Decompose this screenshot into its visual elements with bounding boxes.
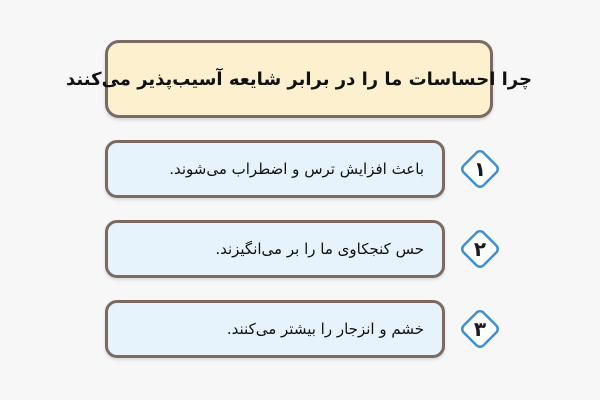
badge-number: ۳ [473,317,487,341]
item-text: باعث افزایش ترس و اضطراب می‌شوند. [169,160,424,178]
number-badge [456,305,504,353]
item-card [105,140,445,198]
item-card [105,300,445,358]
item-text: خشم و انزجار را بیشتر می‌کنند. [226,320,424,338]
list-item [105,140,495,200]
list-item [105,300,495,360]
badge-number: ۱ [473,157,487,181]
title-card [66,40,532,118]
item-card [105,220,445,278]
number-badge [456,225,504,273]
title-text: چرا احساسات ما را در برابر شایعه آسیب‌پذیر می‌کنند [66,68,532,90]
list-item [105,220,495,280]
badge-number: ۲ [473,237,487,261]
item-text: حس کنجکاوی ما را بر می‌انگیزند. [215,240,424,258]
number-badge [456,145,504,193]
